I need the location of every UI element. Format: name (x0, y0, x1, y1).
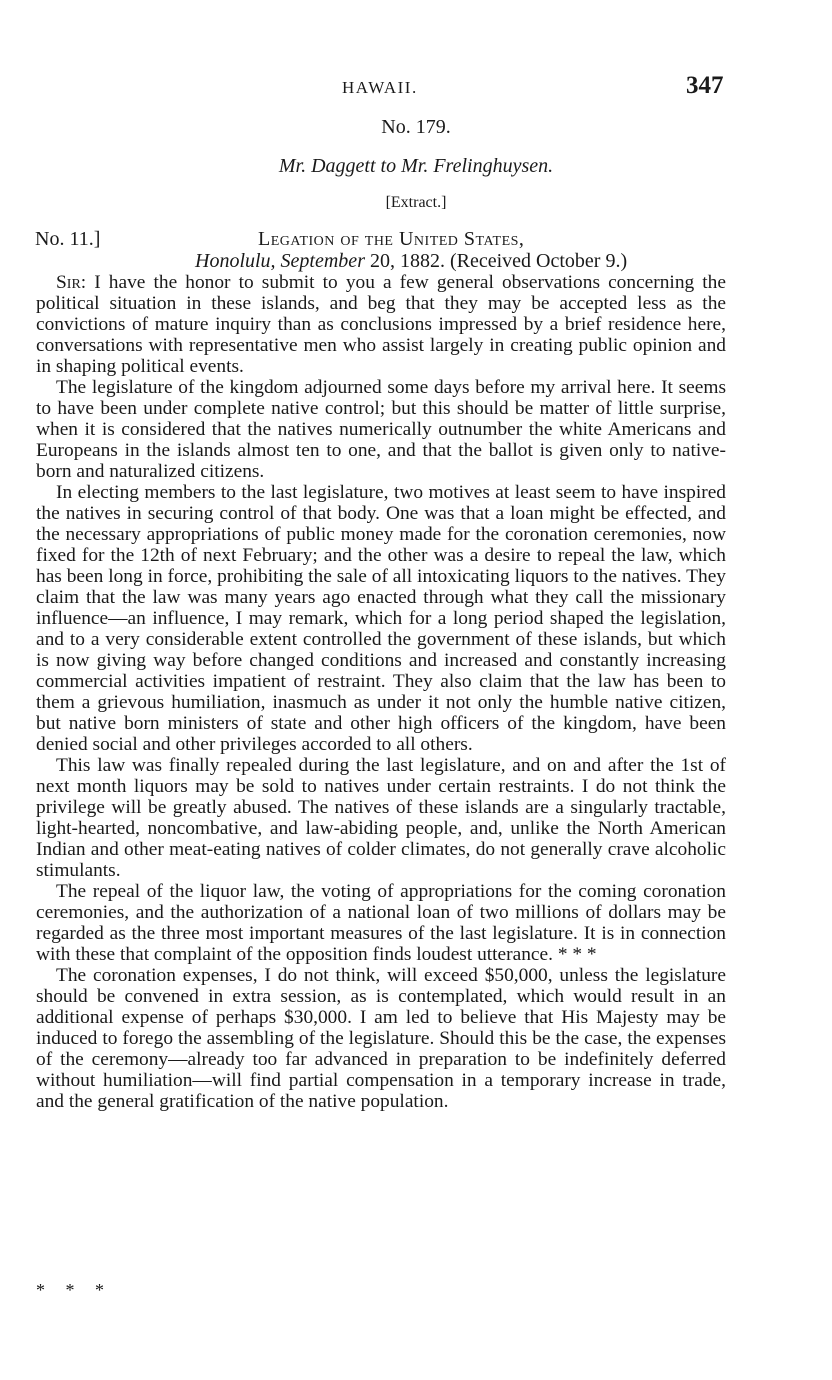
document-number: No. 179. (381, 116, 451, 138)
paragraph-6: The coronation expenses, I do not think, will exceed $50,000, unless the legislature should be convened in extra session, as is contemplated, which would result in an additional expense of perhaps $30,000. I am led to believe that His Majesty may be induced to forego the assembling of the legislature. Should this be the case, the expenses of the ceremony—already too far advanced in preparation to be indefinitely deferred without humiliation—will find partial compensation in a temporary increase in trade, and the general gratification of the native population. (36, 965, 726, 1112)
closing-asterisks: * * * (36, 1280, 112, 1300)
document-heading: Mr. Daggett to Mr. Frelinghuysen. (278, 155, 554, 177)
page-number: 347 (686, 72, 724, 99)
paragraph-5: The repeal of the liquor law, the voting of appropriations for the coming coronation ceremonies, and the authorization of a national loan of two millions of dollars may be regarded as the three most important measures of the last legislature. It is in connection with these that complaint of the opposition finds loudest utterance. * * * (36, 881, 726, 965)
place-date-line (195, 250, 627, 273)
extract-note: [Extract.] (385, 194, 447, 211)
salutation: Sir (56, 272, 81, 293)
paragraph-1 (36, 272, 726, 377)
dispatch-number: No. 11.] (35, 228, 101, 250)
running-head (0, 72, 832, 102)
place-and-month: Honolulu, September (195, 250, 365, 272)
paragraph-2: The legislature of the kingdom adjourned some days before my arrival here. It seems to have been under complete native control; but this should be matter of little surprise, when it is considered that the natives numerically outnumber the white Americans and Europeans in the islands almost ten to one, and that the ballot is given only to native-born and naturalized citizens. (36, 377, 726, 482)
legation-line: Legation of the United States, (258, 228, 525, 250)
date-received: 20, 1882. (Received October 9.) (364, 250, 628, 272)
paragraph-1-text: : I have the honor to submit to you a few general observations concerning the political situation in these islands, and beg that they may be accepted less as the convictions of mature inquiry than as conclusions impressed by a brief residence here, conversations with representative men who assist largely in creating public opinion and in shaping political events. (36, 272, 726, 377)
paragraph-3: In electing members to the last legislature, two motives at least seem to have inspired the natives in securing control of that body. One was that a loan might be effected, and the necessary appropriations of public money made for the coronation ceremonies, now fixed for the 12th of next February; and the other was a desire to repeal the law, which has been long in force, prohibiting the sale of all intoxicating liquors to the natives. They claim that the law was many years ago enacted through what they call the missionary influence—an influence, I may remark, which for a long period shaped the legislation, and to a very considerable extent controlled the government of these islands, but which is now giving way before changed conditions and increased and constantly increasing commercial activities impatient of restraint. They also claim that the law has been to them a grievous humiliation, inasmuch as under it not only the humble native citizen, but native born ministers of state and other high officers of the kingdom, have been denied social and other privileges accorded to all others. (36, 482, 726, 755)
letter-body (36, 272, 726, 1112)
running-title: HAWAII. (342, 78, 418, 97)
paragraph-4: This law was finally repealed during the last legislature, and on and after the 1st of next month liquors may be sold to natives under certain restraints. I do not think the privilege will be greatly abused. The natives of these islands are a singularly tractable, light-hearted, noncombative, and law-abiding people, and, unlike the North American Indian and other meat-eating natives of colder climates, do not generally crave alcoholic stimulants. (36, 755, 726, 881)
